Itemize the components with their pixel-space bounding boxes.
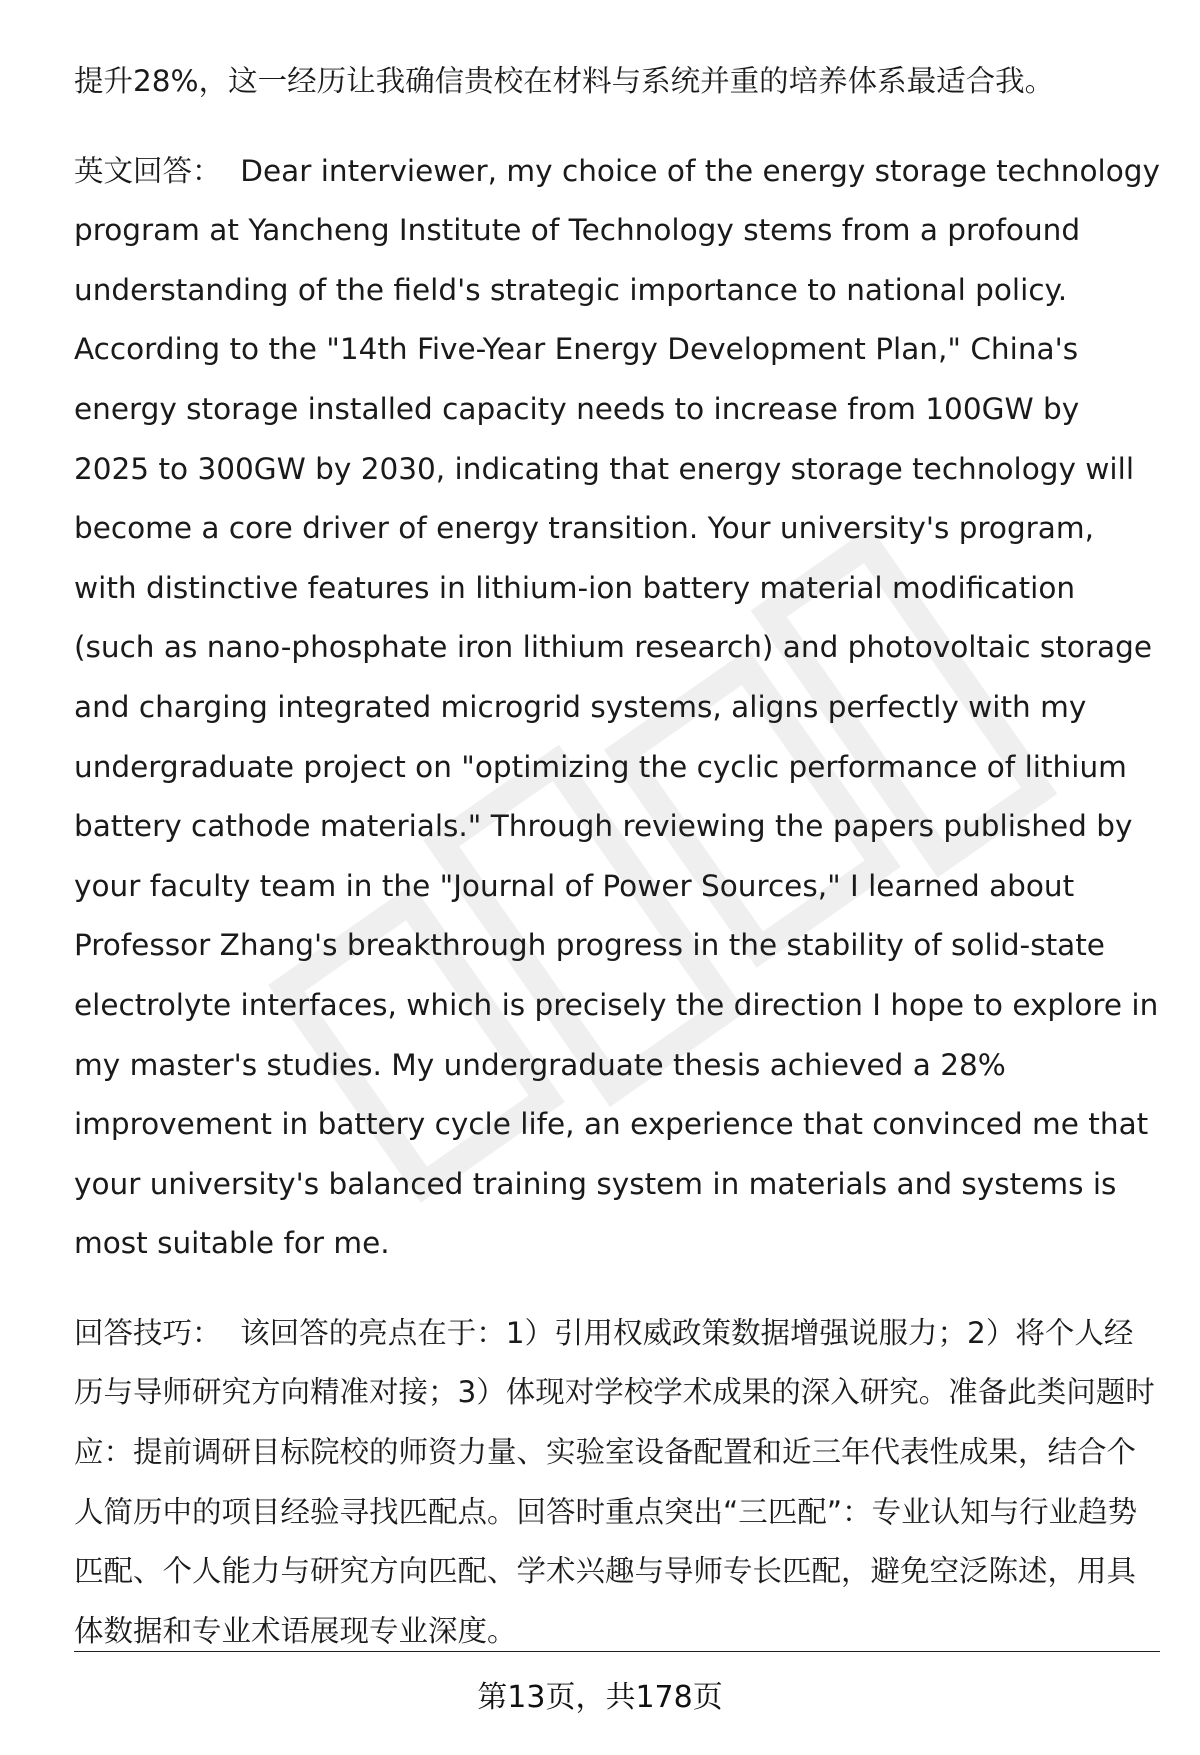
footer-divider — [74, 1651, 1160, 1652]
tips-label: 回答技巧： — [74, 1315, 222, 1350]
paragraph-english-answer — [74, 142, 1160, 1274]
tips-text: 该回答的亮点在于：1）引用权威政策数据增强说服力；2）将个人经历与导师研究方向精准对接；3）体现对学校学术成果的深入研究。准备此类问题时应：提前调研目标院校的师资力量、实验室设备配置和近三年代表性成果，结合个人简历中的项目经验寻找匹配点。回答时重点突出“三匹配”：专业认知与行业趋势匹配、个人能力与研究方向匹配、学术兴趣与导师专长匹配，避免空泛陈述，用具体数据和专业术语展现专业深度。 — [74, 1315, 1155, 1648]
paragraph-answer-tips — [74, 1304, 1160, 1662]
english-answer-text: Dear interviewer, my choice of the energy storage technology program at Yancheng Institute of Technology stems from a profound understanding of the field's strategic importance to national policy. According to the "14th Five-Year Energy Development Plan," China's energy storage installed capacity needs to increase from 100GW by 2025 to 300GW by 2030, indicating that energy storage technology will become a core driver of energy transition. Your university's program, with distinctive features in lithium-ion battery material modification (such as nano-phosphate iron lithium research) and photovoltaic storage and charging integrated microgrid systems, aligns perfectly with my undergraduate project on "optimizing the cyclic performance of lithium battery cathode materials." Through reviewing the papers published by your faculty team in the "Journal of Power Sources," I learned about Professor Zhang's breakthrough progress in the stability of solid-state electrolyte interfaces, which is precisely the direction I hope to explore in my master's studies. My undergraduate thesis achieved a 28% improvement in battery cycle life, an experience that convinced me that your university's balanced training system in materials and systems is most suitable for me. — [74, 153, 1160, 1261]
english-answer-label: 英文回答： — [74, 153, 222, 188]
paragraph-chinese-tail: 提升28%，这一经历让我确信贵校在材料与系统并重的培养体系最适合我。 — [74, 64, 1055, 98]
page-indicator: 第13页，共178页 — [477, 1680, 723, 1715]
document-body — [74, 52, 1160, 1661]
